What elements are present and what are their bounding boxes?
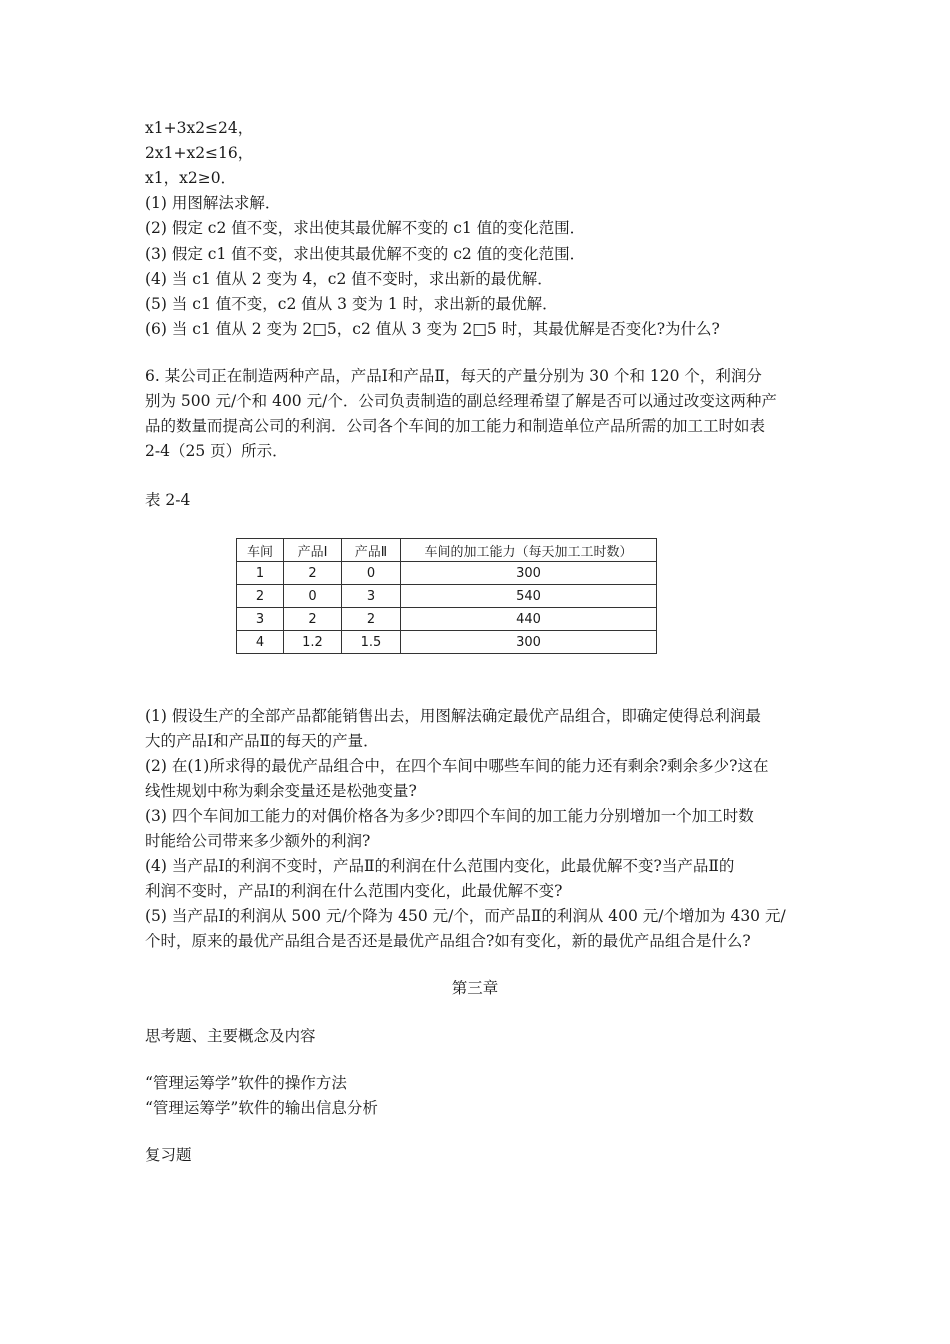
question-line: (1) 假设生产的全部产品都能销售出去，用图解法确定最优产品组合，即确定使得总利润最 xyxy=(145,707,761,725)
table-cell: 1 xyxy=(237,562,284,585)
table-cell: 3 xyxy=(342,585,401,608)
review-heading: 复习题 xyxy=(145,1146,192,1164)
table-cell: 4 xyxy=(237,631,284,654)
table-cell: 2 xyxy=(284,608,342,631)
question-line: (3) 四个车间加工能力的对偶价格各为多少?即四个车间的加工能力分别增加一个加工时数 xyxy=(145,807,754,825)
table-cell: 2 xyxy=(237,585,284,608)
question-line: (3) 假定 c1 值不变，求出使其最优解不变的 c2 值的变化范围． xyxy=(145,245,586,263)
concept-line: “管理运筹学”软件的输出信息分析 xyxy=(145,1099,378,1117)
table-cell: 300 xyxy=(401,562,657,585)
problem-text: 别为 500 元/个和 400 元/个．公司负责制造的副总经理希望了解是否可以通过改变这两种产 xyxy=(145,392,777,410)
question-line: (2) 假定 c2 值不变，求出使其最优解不变的 c1 值的变化范围． xyxy=(145,219,586,237)
concept-line: “管理运筹学”软件的操作方法 xyxy=(145,1074,347,1092)
table-header-row xyxy=(237,539,657,562)
header-workshop: 车间 xyxy=(237,539,284,562)
constraint-line: x1，x2≥0． xyxy=(145,169,237,187)
constraint-line: x1+3x2≤24， xyxy=(145,119,254,137)
question-line: (4) 当产品Ⅰ的利润不变时，产品Ⅱ的利润在什么范围内变化，此最优解不变?当产品Ⅱ的 xyxy=(145,857,735,875)
table-cell: 2 xyxy=(342,608,401,631)
header-capacity: 车间的加工能力（每天加工工时数） xyxy=(401,539,657,562)
question-line: 时能给公司带来多少额外的利润? xyxy=(145,832,371,850)
table-cell: 3 xyxy=(237,608,284,631)
question-line: (4) 当 c1 值从 2 变为 4，c2 值不变时，求出新的最优解． xyxy=(145,270,553,288)
problem-text: 6. 某公司正在制造两种产品，产品Ⅰ和产品Ⅱ，每天的产量分别为 30 个和 120 个，利润分 xyxy=(145,367,762,385)
chapter-title: 第三章 xyxy=(451,979,499,997)
problem-text: 2-4（25 页）所示． xyxy=(145,442,288,460)
capacity-table xyxy=(236,538,657,654)
question-line: 大的产品Ⅰ和产品Ⅱ的每天的产量． xyxy=(145,732,379,750)
table-cell: 2 xyxy=(284,562,342,585)
question-line: 利润不变时，产品Ⅰ的利润在什么范围内变化，此最优解不变? xyxy=(145,882,563,900)
table-cell: 0 xyxy=(284,585,342,608)
table-row xyxy=(237,631,657,654)
question-line: 线性规划中称为剩余变量还是松弛变量? xyxy=(145,782,417,800)
section-heading: 思考题、主要概念及内容 xyxy=(145,1027,316,1045)
question-line: (6) 当 c1 值从 2 变为 2□5，c2 值从 3 变为 2□5 时，其最优解是否变化?为什么? xyxy=(145,320,720,338)
question-line: (5) 当产品Ⅰ的利润从 500 元/个降为 450 元/个，而产品Ⅱ的利润从 400 元/个增加为 430 元/ xyxy=(145,907,786,925)
question-line: (2) 在(1)所求得的最优产品组合中，在四个车间中哪些车间的能力还有剩余?剩余多少?这在 xyxy=(145,757,769,775)
table-caption: 表 2-4 xyxy=(145,491,191,509)
table-row xyxy=(237,562,657,585)
header-product-2: 产品Ⅱ xyxy=(342,539,401,562)
header-product-1: 产品Ⅰ xyxy=(284,539,342,562)
table-cell: 1.2 xyxy=(284,631,342,654)
table-row xyxy=(237,585,657,608)
table-cell: 300 xyxy=(401,631,657,654)
table-row xyxy=(237,608,657,631)
question-line: 个时，原来的最优产品组合是否还是最优产品组合?如有变化，新的最优产品组合是什么? xyxy=(145,932,751,950)
question-line: (1) 用图解法求解． xyxy=(145,194,281,212)
table-cell: 0 xyxy=(342,562,401,585)
constraint-line: 2x1+x2≤16， xyxy=(145,144,254,162)
table-cell: 440 xyxy=(401,608,657,631)
table-cell: 540 xyxy=(401,585,657,608)
capacity-table-wrapper xyxy=(236,538,657,654)
question-line: (5) 当 c1 值不变，c2 值从 3 变为 1 时，求出新的最优解． xyxy=(145,295,558,313)
problem-text: 品的数量而提高公司的利润．公司各个车间的加工能力和制造单位产品所需的加工工时如表 xyxy=(145,417,766,435)
table-cell: 1.5 xyxy=(342,631,401,654)
